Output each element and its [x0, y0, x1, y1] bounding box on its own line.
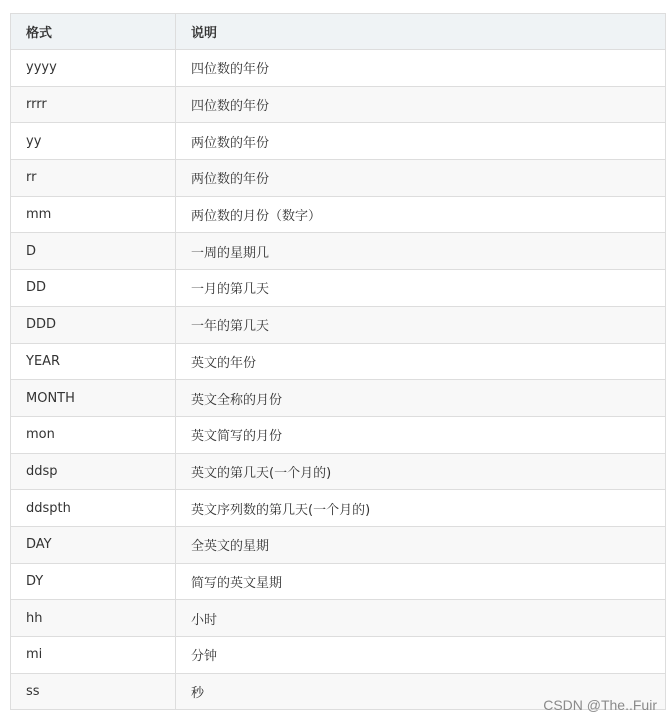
format-cell: YEAR	[11, 343, 176, 380]
table-row	[11, 416, 666, 453]
format-cell: mon	[11, 416, 176, 453]
description-cell: 秒	[176, 673, 666, 710]
table-row	[11, 526, 666, 563]
table-row	[11, 50, 666, 87]
description-cell: 英文的年份	[176, 343, 666, 380]
description-cell: 英文简写的月份	[176, 416, 666, 453]
description-cell: 英文序列数的第几天(一个月的)	[176, 490, 666, 527]
format-cell: rrrr	[11, 86, 176, 123]
format-cell: yyyy	[11, 50, 176, 87]
table-row	[11, 637, 666, 674]
format-cell: ddsp	[11, 453, 176, 490]
description-cell: 分钟	[176, 637, 666, 674]
format-cell: DD	[11, 270, 176, 307]
description-cell: 两位数的年份	[176, 160, 666, 197]
description-cell: 小时	[176, 600, 666, 637]
header-row	[11, 14, 666, 50]
format-table	[10, 13, 666, 710]
description-cell: 两位数的月份（数字）	[176, 196, 666, 233]
table-header	[11, 14, 666, 50]
format-cell: MONTH	[11, 380, 176, 417]
table-row	[11, 563, 666, 600]
table-row	[11, 343, 666, 380]
table-row	[11, 453, 666, 490]
table-body	[11, 50, 666, 710]
format-cell: DY	[11, 563, 176, 600]
table-row	[11, 270, 666, 307]
description-cell: 一月的第几天	[176, 270, 666, 307]
description-cell: 简写的英文星期	[176, 563, 666, 600]
table-row	[11, 380, 666, 417]
description-cell: 英文的第几天(一个月的)	[176, 453, 666, 490]
header-format: 格式	[11, 14, 176, 50]
table-row	[11, 160, 666, 197]
table-row	[11, 490, 666, 527]
table-row	[11, 306, 666, 343]
format-cell: mi	[11, 637, 176, 674]
description-cell: 四位数的年份	[176, 86, 666, 123]
description-cell: 一年的第几天	[176, 306, 666, 343]
format-cell: rr	[11, 160, 176, 197]
format-cell: mm	[11, 196, 176, 233]
format-cell: yy	[11, 123, 176, 160]
format-cell: DAY	[11, 526, 176, 563]
format-cell: ss	[11, 673, 176, 710]
table-row	[11, 123, 666, 160]
format-table-container	[10, 13, 665, 710]
format-cell: D	[11, 233, 176, 270]
format-cell: hh	[11, 600, 176, 637]
format-cell: DDD	[11, 306, 176, 343]
table-row	[11, 196, 666, 233]
description-cell: 四位数的年份	[176, 50, 666, 87]
format-cell: ddspth	[11, 490, 176, 527]
description-cell: 全英文的星期	[176, 526, 666, 563]
csdn-watermark: CSDN @The..Fuir	[543, 697, 657, 713]
table-row	[11, 86, 666, 123]
description-cell: 一周的星期几	[176, 233, 666, 270]
description-cell: 两位数的年份	[176, 123, 666, 160]
description-cell: 英文全称的月份	[176, 380, 666, 417]
table-row	[11, 600, 666, 637]
header-description: 说明	[176, 14, 666, 50]
table-row	[11, 233, 666, 270]
